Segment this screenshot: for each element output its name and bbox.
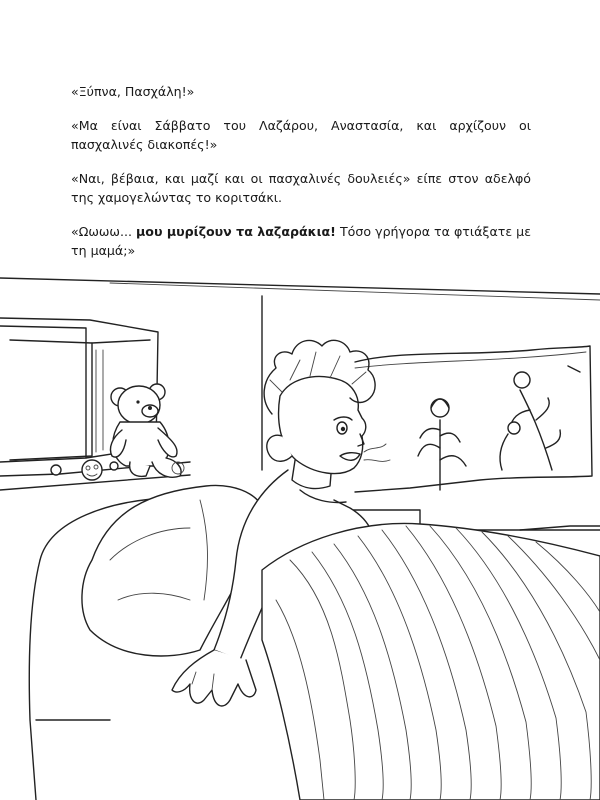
flower-icon [510,372,560,470]
story-paragraph-4 [71,222,531,260]
striped-blanket-icon [262,523,600,800]
story-text [71,82,531,275]
paragraph-text: «Μα είναι Σάββατο του Λαζάρου, Αναστασία, και αρχίζουν οι πασχαλινές διακοπές!» [71,118,531,152]
paragraph-text-start: «Ωωωω... [71,224,137,239]
story-paragraph-1 [71,82,531,101]
paragraph-text: «Ξύπνα, Πασχάλη!» [71,84,195,99]
teddy-bear-icon [110,384,184,477]
story-paragraph-3 [71,169,531,207]
flower-icon [418,399,466,490]
bedroom-scene [0,262,600,800]
paragraph-text: «Ναι, βέβαια, και μαζί και οι πασχαλινές δουλειές» είπε στον αδελφό της χαμογελώντας το κοριτσάκι. [71,171,531,205]
coloring-illustration [0,262,600,800]
paragraph-text-end: Τόσο γρήγορα τα φτιάξατε με τη μαμά;» [71,224,531,258]
paragraph-text-bold: μου μυρίζουν τα λαζαράκια! [136,224,336,239]
wall-hanging-icon [355,346,592,492]
flower-icon [500,366,580,470]
story-paragraph-2 [71,116,531,154]
